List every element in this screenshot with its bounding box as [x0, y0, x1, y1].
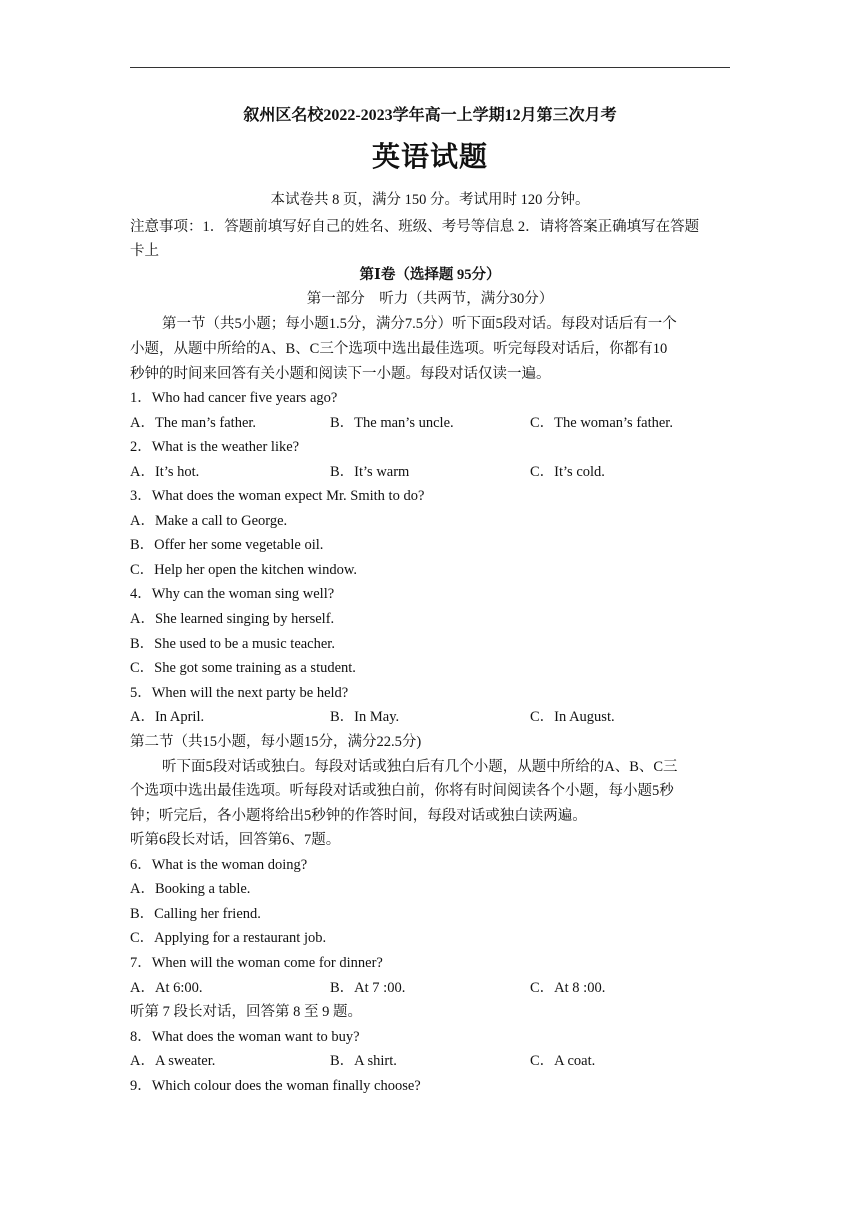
q1-option-c: C．The woman’s father. — [530, 415, 673, 431]
section2-intro-line-2: 个选项中选出最佳选项。听每段对话或独白前，你将有时间阅读各个小题，每小题5秒 — [130, 783, 674, 799]
q5-option-b: B．In May. — [330, 709, 400, 725]
dialog-6-instruction: 听第6段长对话，回答第6、7题。 — [130, 832, 341, 848]
question-8: 8．What does the woman want to buy? — [130, 1029, 360, 1045]
q4-option-a: A．She learned singing by herself. — [130, 611, 335, 627]
section1-intro-line-1: 第一节（共5小题；每小题1.5分，满分7.5分）听下面5段对话。每段对话后有一个 — [162, 316, 677, 332]
q3-option-c: C．Help her open the kitchen window. — [130, 562, 357, 578]
section-title: 第一部分 听力（共两节，满分30分） — [306, 291, 554, 307]
question-4: 4．Why can the woman sing well? — [130, 586, 335, 602]
q6-option-a: A．Booking a table. — [130, 881, 251, 897]
q5-option-a: A．In April. — [130, 709, 205, 725]
question-2: 2．What is the weather like? — [130, 439, 300, 455]
dialog-7-instruction: 听第 7 段长对话，回答第 8 至 9 题。 — [130, 1004, 362, 1020]
notice-line-1: 注意事项：1．答题前填写好自己的姓名、班级、考号等信息 2．请将答案正确填写在答题 — [130, 219, 700, 235]
q7-option-b: B．At 7 :00. — [330, 980, 406, 996]
header-rule — [130, 67, 730, 68]
q1-option-b: B．The man’s uncle. — [330, 415, 454, 431]
q3-option-b: B．Offer her some vegetable oil. — [130, 537, 324, 553]
question-1: 1．Who had cancer five years ago? — [130, 390, 338, 406]
q7-option-a: A．At 6:00. — [130, 980, 203, 996]
exam-subtitle: 叙州区名校2022-2023学年高一上学期12月第三次月考 — [243, 107, 617, 124]
question-9: 9．Which colour does the woman finally choose? — [130, 1078, 421, 1094]
q8-option-c: C．A coat. — [530, 1053, 596, 1069]
q3-option-a: A．Make a call to George. — [130, 513, 288, 529]
q6-option-b: B．Calling her friend. — [130, 906, 261, 922]
q5-option-c: C．In August. — [530, 709, 615, 725]
q2-option-a: A．It’s hot. — [130, 464, 200, 480]
q4-option-c: C．She got some training as a student. — [130, 660, 356, 676]
q7-option-c: C．At 8 :00. — [530, 980, 606, 996]
question-7: 7．When will the woman come for dinner? — [130, 955, 383, 971]
question-6: 6．What is the woman doing? — [130, 857, 308, 873]
notice-line-2: 卡上 — [130, 243, 159, 259]
q2-option-b: B．It’s warm — [330, 464, 410, 480]
exam-info: 本试卷共 8 页，满分 150 分。考试用时 120 分钟。 — [270, 192, 590, 208]
volume-title: 第Ⅰ卷（选择题 95分） — [359, 267, 501, 283]
section2-intro-line-1: 听下面5段对话或独白。每段对话或独白后有几个小题，从题中所给的A、B、C三 — [162, 759, 678, 775]
q1-option-a: A．The man’s father. — [130, 415, 257, 431]
question-5: 5．When will the next party be held? — [130, 685, 349, 701]
section1-intro-line-2: 小题，从题中所给的A、B、C三个选项中选出最佳选项。听完每段对话后，你都有10 — [130, 341, 668, 357]
q8-option-b: B．A shirt. — [330, 1053, 397, 1069]
q6-option-c: C．Applying for a restaurant job. — [130, 930, 327, 946]
question-3: 3．What does the woman expect Mr. Smith to do? — [130, 488, 425, 504]
exam-title: 英语试题 — [371, 142, 488, 173]
section2-intro-line-3: 钟；听完后，各小题将给出5秒钟的作答时间，每段对话或独白读两遍。 — [130, 808, 587, 824]
q2-option-c: C．It’s cold. — [530, 464, 605, 480]
q4-option-b: B．She used to be a music teacher. — [130, 636, 335, 652]
section2-heading: 第二节（共15小题，每小题15分，满分22.5分) — [130, 734, 422, 750]
q8-option-a: A．A sweater. — [130, 1053, 216, 1069]
section1-intro-line-3: 秒钟的时间来回答有关小题和阅读下一小题。每段对话仅读一遍。 — [130, 366, 551, 382]
